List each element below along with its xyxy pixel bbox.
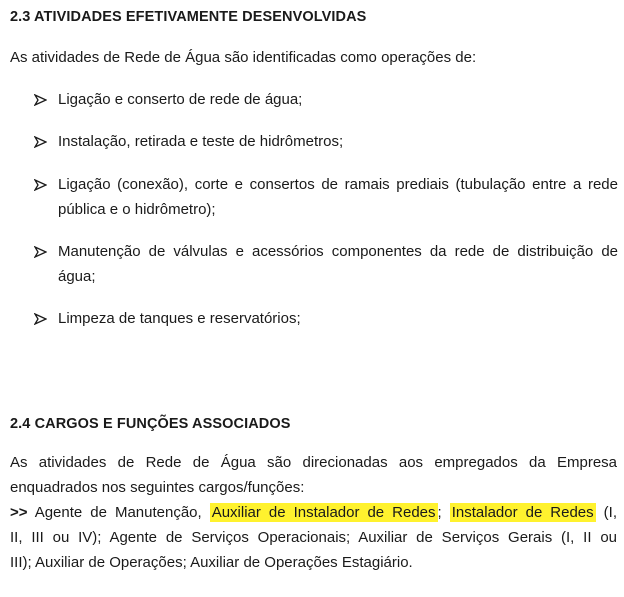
bullet-text: Ligação e conserto de rede de água; <box>58 91 303 108</box>
bullet-item <box>34 306 618 331</box>
bullet-text: Ligação (conexão), corte e consertos de ramais prediais (tubulação entre a rede pública e o hidrômetro); <box>58 176 618 218</box>
arrowhead-bullet-icon <box>34 87 48 112</box>
arrowhead-bullet-icon <box>34 306 48 331</box>
bullet-text: Instalação, retirada e teste de hidrômetros; <box>58 133 344 150</box>
bullet-text: Manutenção de válvulas e acessórios componentes da rede de distribuição de água; <box>58 243 618 285</box>
role-text: (I, <box>595 504 617 521</box>
bullet-item <box>34 172 618 222</box>
section-heading-2-3: 2.3 ATIVIDADES EFETIVAMENTE DESENVOLVIDAS <box>10 9 367 25</box>
bullet-item <box>34 239 618 289</box>
highlighted-role: Auxiliar de Instalador de Redes <box>211 504 436 521</box>
bullet-text: Limpeza de tanques e reservatórios; <box>58 310 301 327</box>
bullet-item <box>34 87 618 112</box>
section-heading-2-4: 2.4 CARGOS E FUNÇÕES ASSOCIADOS <box>10 416 291 432</box>
roles-line-1 <box>10 500 617 525</box>
arrowhead-bullet-icon <box>34 129 48 154</box>
role-text: Agente de Manutenção, <box>27 504 210 521</box>
bullet-item <box>34 129 618 154</box>
arrowhead-bullet-icon <box>34 239 48 264</box>
arrowhead-bullet-icon <box>34 172 48 197</box>
section-2-4-intro-line-1: As atividades de Rede de Água são direcionadas aos empregados da Empresa <box>10 454 617 471</box>
section-2-4-intro-line-2: enquadrados nos seguintes cargos/funções: <box>10 479 305 496</box>
role-separator: ; <box>437 504 450 521</box>
section-2-3-intro: As atividades de Rede de Água são identificadas como operações de: <box>10 49 477 66</box>
highlighted-role: Instalador de Redes <box>451 504 594 521</box>
list-marker: >> <box>10 504 28 521</box>
roles-line-2: II, III ou IV); Agente de Serviços Operacionais; Auxiliar de Serviços Gerais (I, II ou <box>10 529 617 546</box>
roles-line-3: III); Auxiliar de Operações; Auxiliar de Operações Estagiário. <box>10 554 413 571</box>
section-2-4-body <box>10 450 617 575</box>
